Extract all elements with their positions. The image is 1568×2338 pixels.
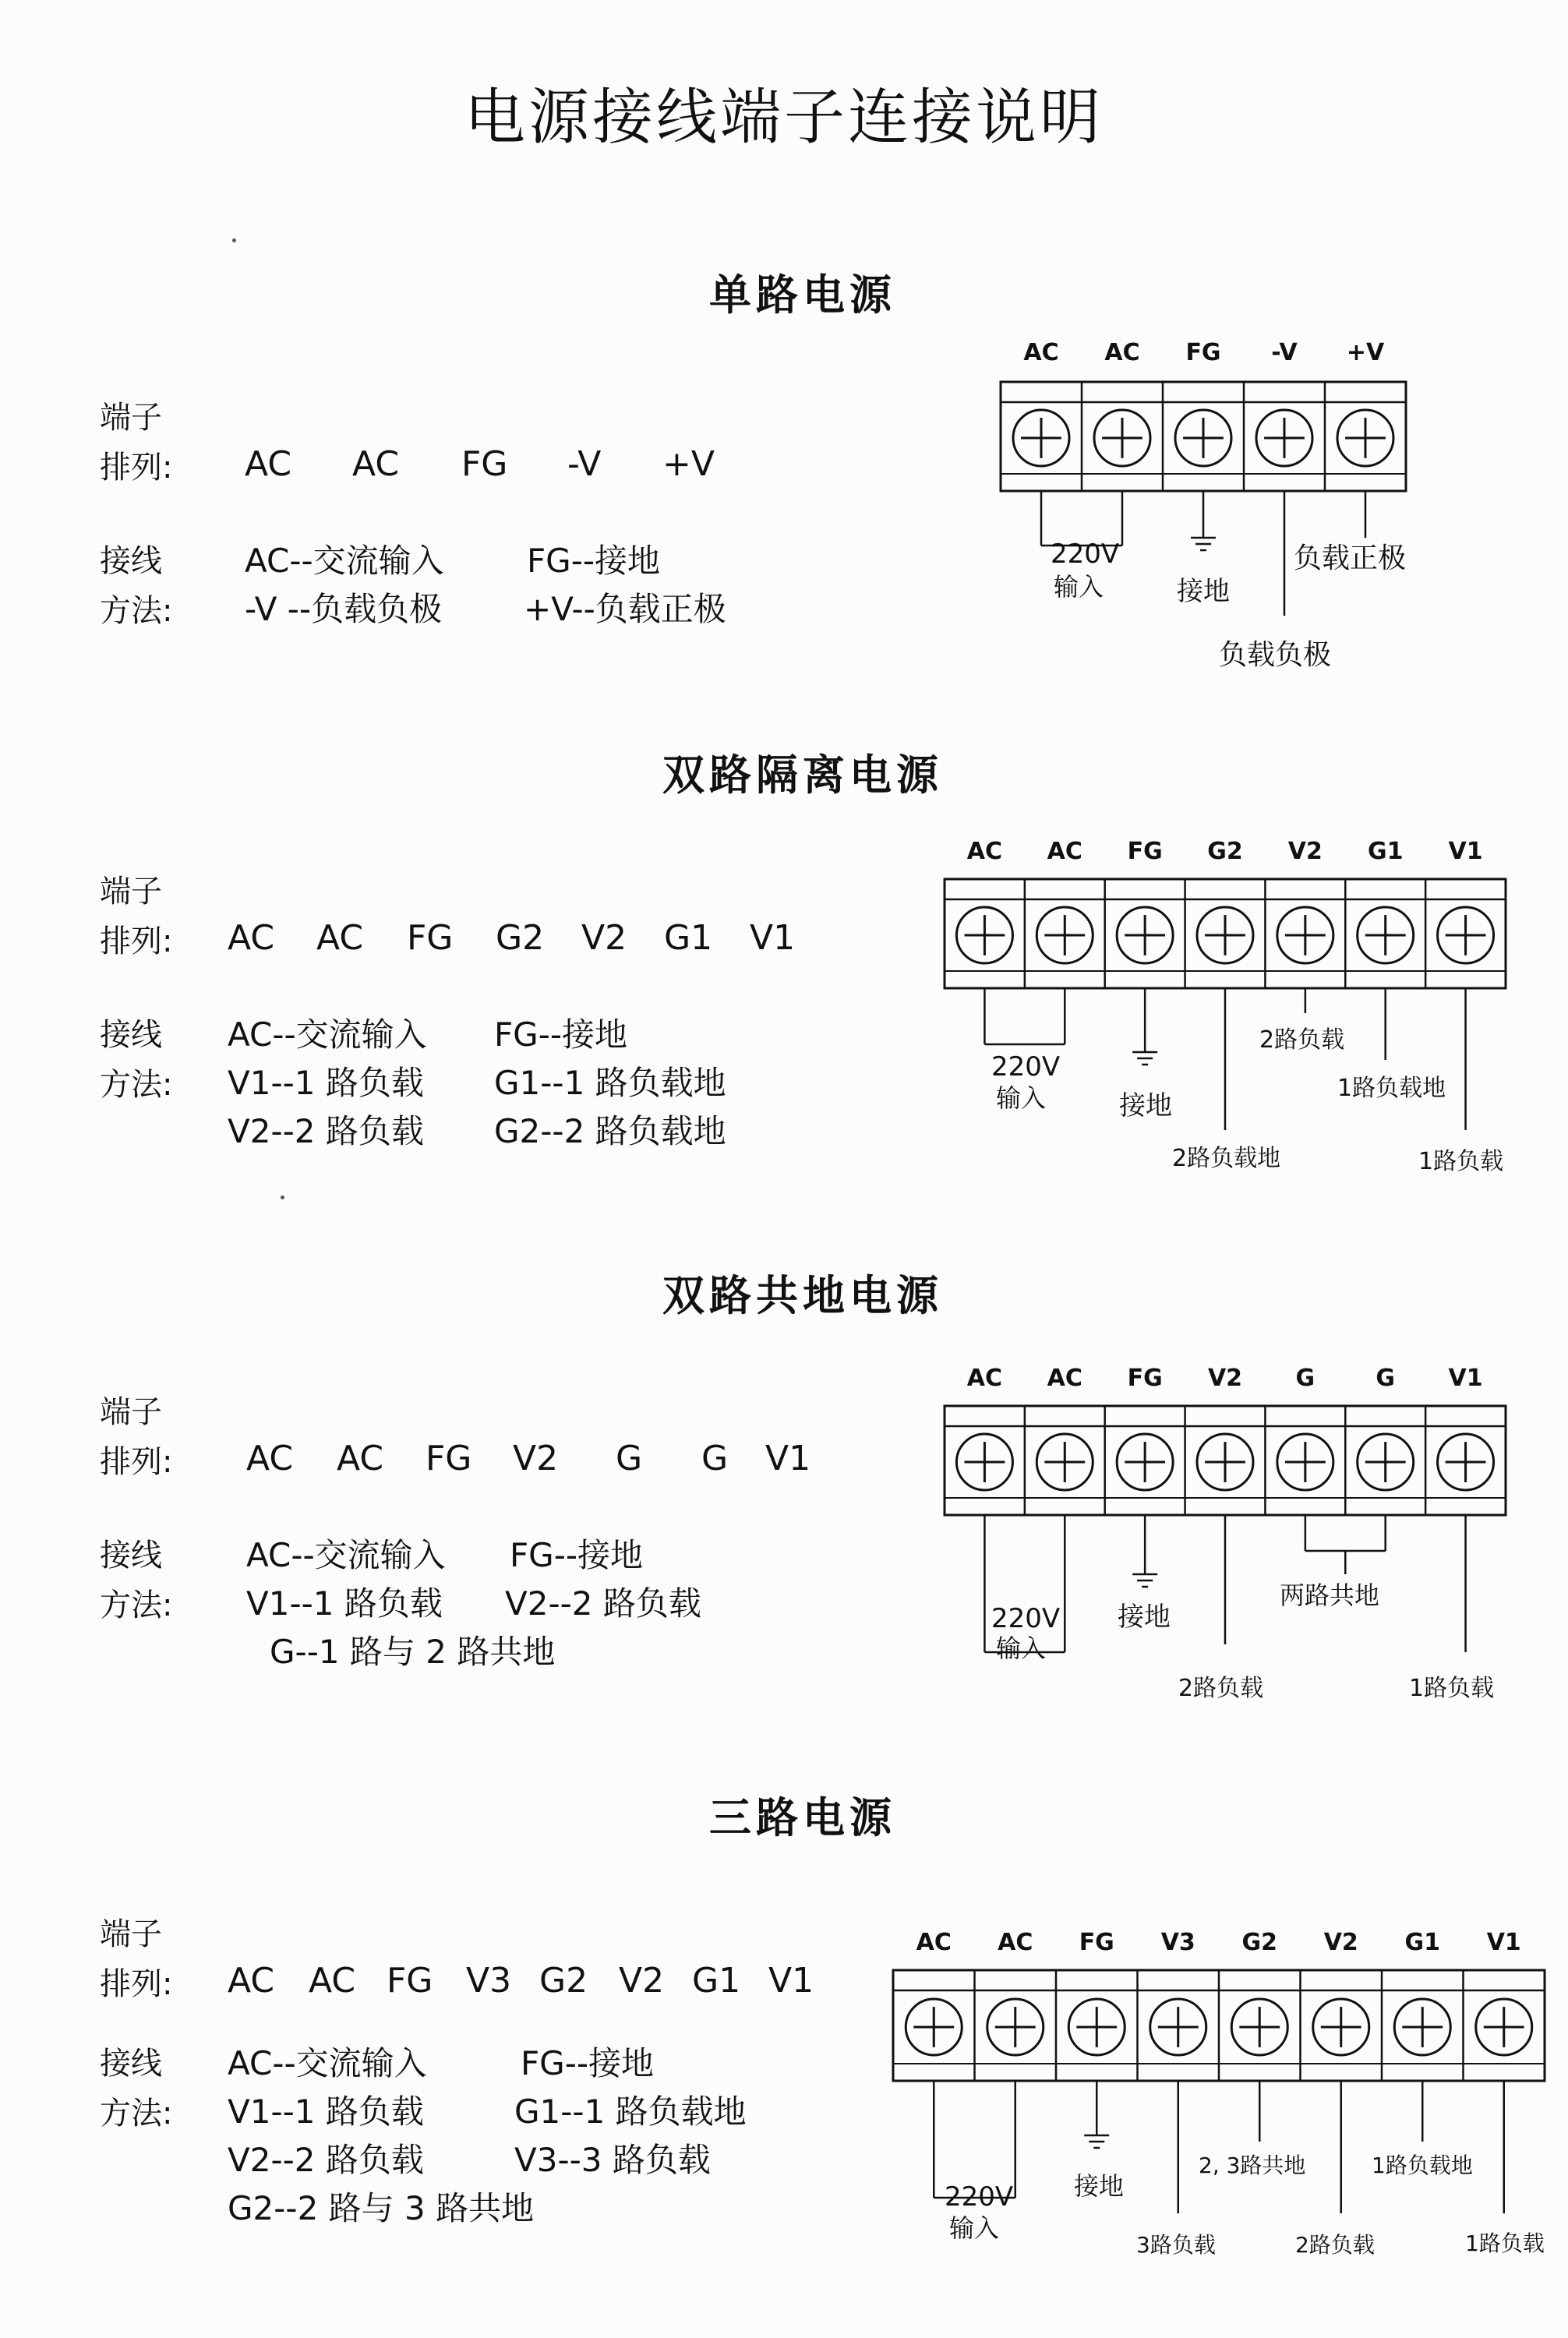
terminal-label: V2	[1207, 1365, 1243, 1392]
wiring-method-label: 接线 方法:	[100, 1017, 173, 1103]
method: G2--2 路负载地	[494, 1112, 726, 1150]
pin: V2	[581, 918, 627, 958]
terminal-label: AC	[1023, 339, 1059, 366]
terminal-label: G	[1376, 1365, 1396, 1392]
terminal-label: G2	[1241, 1929, 1277, 1956]
pin: AC	[228, 1961, 275, 2001]
pin: AC	[228, 918, 275, 958]
pin: G	[616, 1439, 643, 1478]
terminal-label: FG	[1127, 1365, 1163, 1392]
wiring-method-label: 接线 方法:	[100, 2046, 173, 2131]
pin-order-label: 端子 排列:	[100, 1394, 173, 1480]
method: AC--交流输入	[246, 1536, 446, 1574]
method: FG--接地	[527, 542, 661, 580]
method: FG--接地	[494, 1015, 628, 1054]
terminal-label: V1	[1448, 838, 1483, 865]
pin: G2	[539, 1961, 588, 2001]
section-title-dual-common-ground: 双路共地电源	[662, 1270, 943, 1320]
pin: G2	[496, 918, 545, 958]
pin: V2	[619, 1961, 665, 2001]
section-title-single: 单路电源	[709, 270, 896, 320]
terminal-label: G2	[1207, 838, 1243, 865]
input-voltage-label: 220V	[945, 2181, 1014, 2213]
terminal-label: FG	[1127, 838, 1163, 865]
page-title: 电源接线端子连接说明	[464, 83, 1104, 153]
common-ground-label: 2, 3路共地	[1199, 2153, 1306, 2178]
ground-label: 接地	[1073, 2171, 1125, 2201]
terminal-label: G	[1295, 1365, 1315, 1392]
method: +V--负载正极	[524, 590, 726, 628]
input-label: 输入	[996, 1633, 1047, 1663]
load-ground-label: 1路负载地	[1372, 2153, 1473, 2178]
pin: FG	[461, 444, 508, 484]
method: V1--1 路负载	[228, 1064, 424, 1102]
ground-label: 接地	[1177, 576, 1230, 607]
input-label: 输入	[949, 2213, 1000, 2243]
load-label: 2路负载	[1178, 1675, 1264, 1702]
method: FG--接地	[510, 1536, 644, 1574]
pin: AC	[245, 444, 292, 484]
pin: AC	[337, 1439, 384, 1478]
terminal-label: AC	[966, 838, 1003, 865]
pin: FG	[426, 1439, 472, 1478]
input-voltage-label: 220V	[991, 1603, 1061, 1634]
load-ground-label: 2路负载地	[1172, 1145, 1281, 1172]
pin-order-label: 端子 排列:	[100, 874, 173, 959]
section-title-triple: 三路电源	[709, 1792, 896, 1842]
input-label: 输入	[996, 1083, 1047, 1113]
method: AC--交流输入	[245, 542, 444, 580]
load-ground-label: 1路负载地	[1337, 1075, 1446, 1102]
terminal-label: FG	[1185, 339, 1221, 366]
pin: G1	[664, 918, 713, 958]
pin: FG	[387, 1961, 433, 2001]
ground-label: 接地	[1119, 1090, 1172, 1121]
section-title-dual-isolated: 双路隔离电源	[662, 750, 943, 800]
terminal-label: AC	[966, 1365, 1003, 1392]
terminal-label: FG	[1079, 1929, 1114, 1956]
wiring-method-label: 接线 方法:	[100, 543, 173, 629]
pin: V1	[768, 1961, 814, 2001]
pin: FG	[407, 918, 454, 958]
terminal-label: V1	[1486, 1929, 1521, 1956]
load-label: 2路负载	[1295, 2232, 1375, 2258]
method: G2--2 路与 3 路共地	[228, 2189, 535, 2227]
input-label: 输入	[1054, 572, 1104, 602]
method: FG--接地	[521, 2044, 655, 2082]
method: AC--交流输入	[228, 2044, 427, 2082]
method: V2--2 路负载	[228, 2141, 424, 2179]
method: V1--1 路负载	[246, 1584, 443, 1623]
terminal-label: V2	[1287, 838, 1323, 865]
method: V2--2 路负载	[228, 1112, 424, 1150]
load-label: 1路负载	[1465, 2230, 1545, 2256]
wiring-method-label: 接线 方法:	[100, 1538, 173, 1623]
load-label: 3路负载	[1136, 2232, 1216, 2258]
terminal-label: +V	[1346, 339, 1385, 366]
input-voltage-label: 220V	[991, 1051, 1061, 1082]
method: G1--1 路负载地	[514, 2093, 747, 2131]
pin: -V	[567, 444, 602, 484]
common-ground-label: 两路共地	[1280, 1580, 1380, 1610]
terminal-label: AC	[1104, 339, 1140, 366]
pin: +V	[662, 444, 715, 484]
negative-label: 负载负极	[1219, 639, 1332, 671]
load-label: 1路负载	[1409, 1675, 1495, 1702]
method: -V --负载负极	[245, 590, 443, 628]
terminal-label: V2	[1323, 1929, 1358, 1956]
pin-order-label: 端子 排列:	[100, 1916, 173, 2002]
terminal-label: AC	[998, 1929, 1033, 1956]
terminal-label: G1	[1404, 1929, 1440, 1956]
pin: G1	[692, 1961, 741, 2001]
pin: AC	[352, 444, 400, 484]
pin: AC	[246, 1439, 294, 1478]
terminal-label: V3	[1160, 1929, 1195, 1956]
pin: AC	[316, 918, 364, 958]
positive-label: 负载正极	[1294, 542, 1407, 574]
method: G--1 路与 2 路共地	[270, 1633, 556, 1671]
ground-label: 接地	[1118, 1602, 1171, 1633]
terminal-label: AC	[916, 1929, 952, 1956]
pin: V2	[513, 1439, 559, 1478]
method: V2--2 路负载	[505, 1584, 701, 1623]
terminal-label: V1	[1448, 1365, 1483, 1392]
pin: AC	[309, 1961, 356, 2001]
pin: V1	[750, 918, 796, 958]
pin: V3	[466, 1961, 512, 2001]
input-voltage-label: 220V	[1051, 539, 1120, 570]
terminal-label: -V	[1271, 339, 1298, 366]
pin: V1	[765, 1439, 811, 1478]
method: G1--1 路负载地	[494, 1064, 726, 1102]
method: V1--1 路负载	[228, 2093, 424, 2131]
load-label: 2路负载	[1259, 1026, 1345, 1054]
method: AC--交流输入	[228, 1015, 427, 1054]
load-label: 1路负载	[1418, 1148, 1504, 1175]
terminal-label: AC	[1047, 1365, 1082, 1392]
terminal-label: AC	[1047, 838, 1082, 865]
pin-order-label: 端子 排列:	[100, 400, 173, 486]
method: V3--3 路负载	[514, 2141, 711, 2179]
pin: G	[701, 1439, 729, 1478]
terminal-label: G1	[1367, 838, 1404, 865]
